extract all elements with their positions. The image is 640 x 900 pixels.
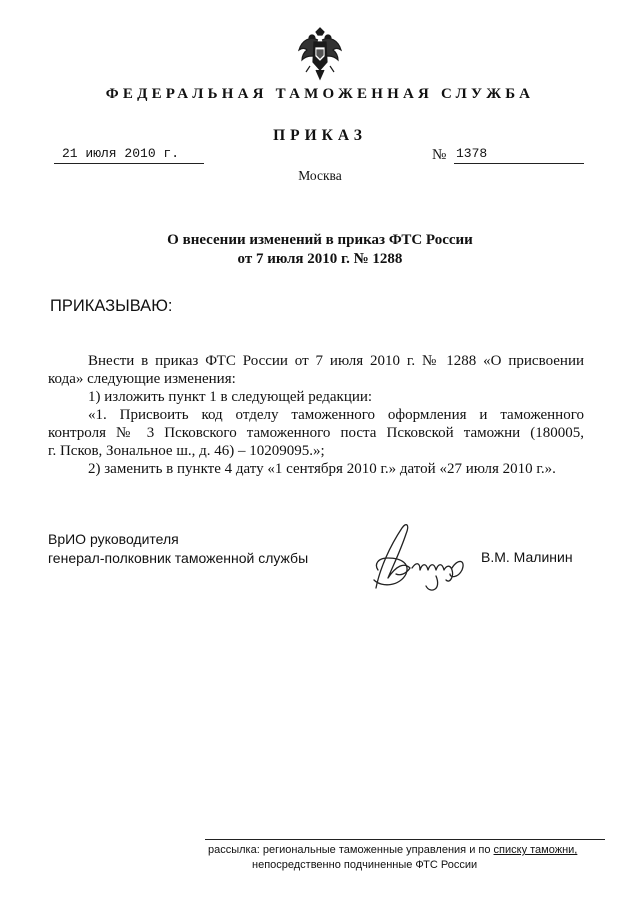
distribution-line [208,844,577,856]
double-headed-eagle-emblem-icon [296,26,344,82]
city: Москва [298,168,342,183]
paragraph-line: контроля № 3 Псковского таможенного поста Псковской таможни (180005, [48,425,584,441]
distribution-line: непосредственно подчиненные ФТС России [252,859,478,871]
handwritten-signature-icon [366,518,476,596]
signatory-title: ВрИО руководителя [48,531,179,547]
subject-line: от 7 июля 2010 г. № 1288 [237,251,403,267]
paragraph-line: Внести в приказ ФТС России от 7 июля 2010 г. № 1288 «О присвоении [88,353,584,369]
command-word: ПРИКАЗЫВАЮ: [50,297,173,315]
order-date: 21 июля 2010 г. [54,146,204,164]
paragraph-line: г. Псков, Зональное ш., д. 46) – 10209095.»; [48,443,325,459]
paragraph-line: «1. Присвоить код отделу таможенного оформления и таможенного [88,407,584,423]
distribution-text: рассылка: региональные таможенные управления и по [208,844,494,856]
order-title: ПРИКАЗ [273,127,367,144]
agency-name: ФЕДЕРАЛЬНАЯ ТАМОЖЕННАЯ СЛУЖБА [105,86,535,102]
subject-line: О внесении изменений в приказ ФТС России [167,232,473,248]
paragraph-line: кода» следующие изменения: [48,371,236,387]
distribution-underlined-text: списку таможни, [493,844,578,856]
signatory-rank: генерал-полковник таможенной службы [48,550,309,566]
list-item: 1) изложить пункт 1 в следующей редакции: [88,389,373,405]
signer-name: В.М. Малинин [481,549,573,565]
list-item: 2) заменить в пункте 4 дату «1 сентября 2010 г.» датой «27 июля 2010 г.». [88,461,556,477]
order-number: 1378 [454,146,584,164]
order-number-label: № [432,147,447,163]
distribution-rule [205,839,605,840]
